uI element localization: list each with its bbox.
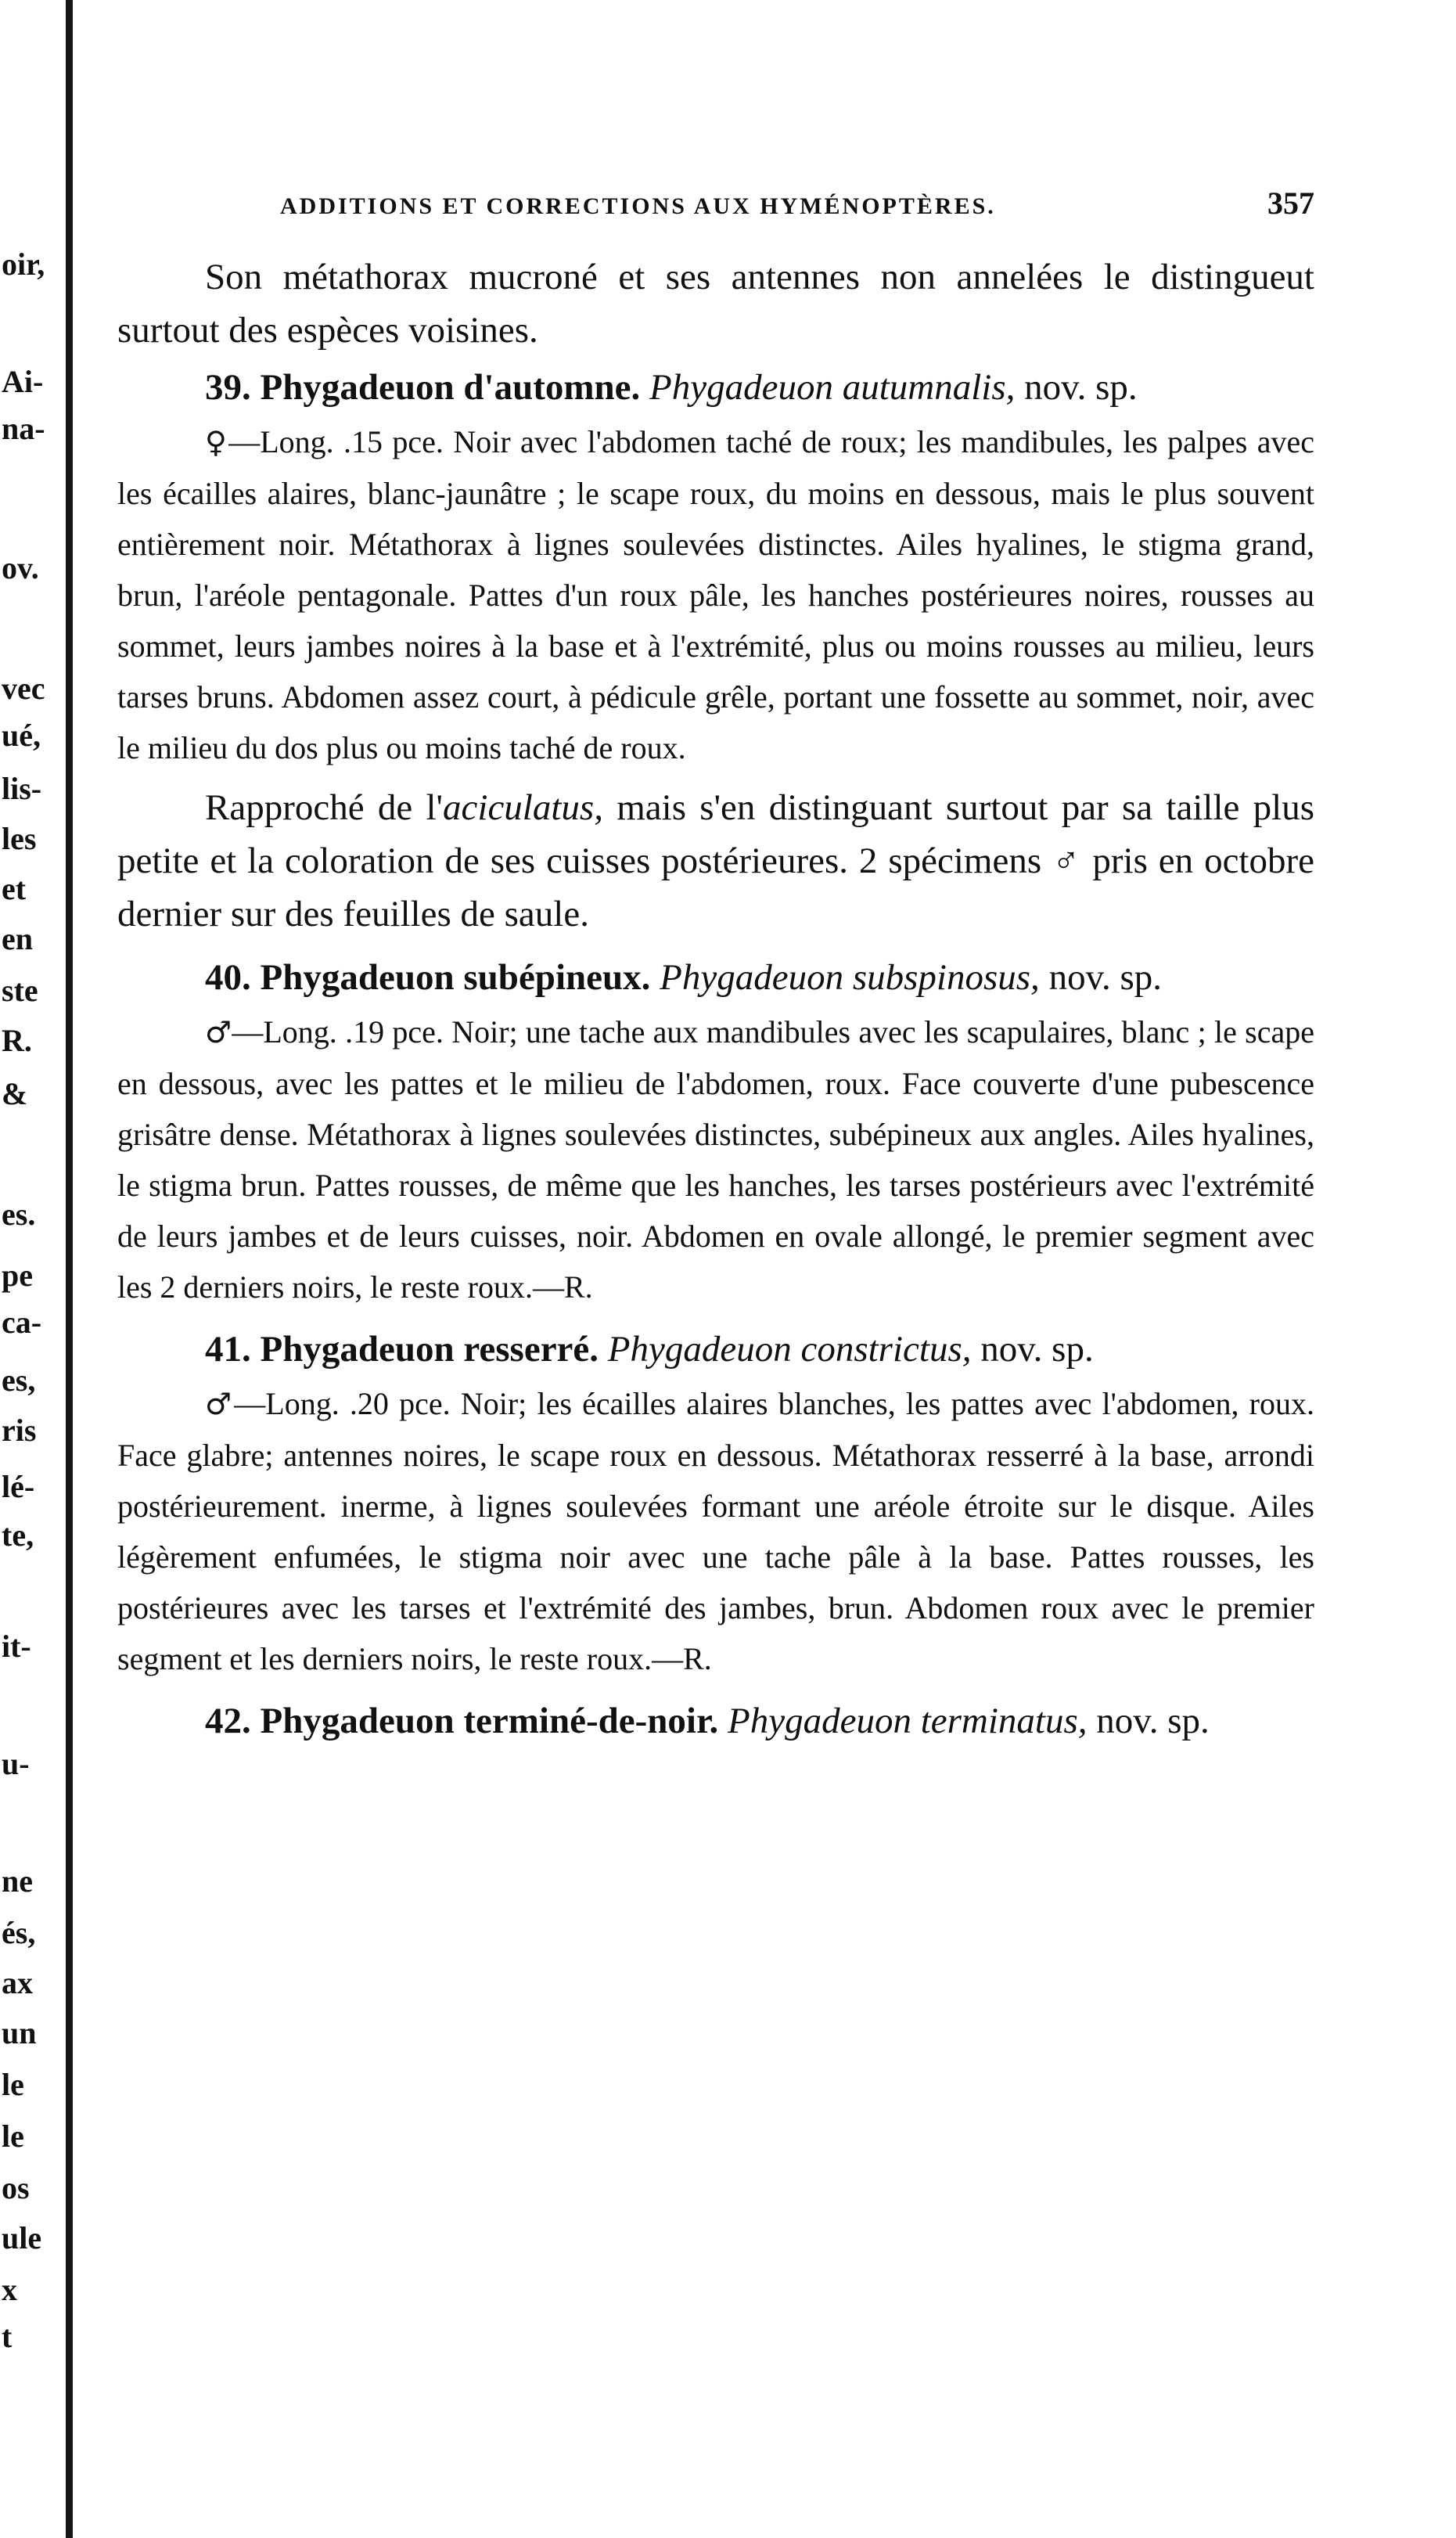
margin-fragment: lis- (2, 771, 42, 806)
nov-sp-suffix: nov. sp. (1048, 957, 1163, 998)
intro-paragraph: Son métathorax mucroné et ses antennes non annelées le distingueut surtout des espèces voisines. (117, 257, 1314, 351)
margin-fragment: les (2, 821, 37, 856)
margin-fragment: es. (2, 1197, 36, 1232)
species-heading-41 (117, 1323, 1314, 1375)
species-number: 41. (205, 1329, 251, 1370)
species-number: 40. (205, 957, 251, 998)
remark-text: mais s'en distinguant surtout par sa taille plus petite et la coloration de ses cuisses postérieures. 2 spécimens ♂ pris en octobre dernier sur des feuilles de saule. (117, 787, 1314, 934)
vernacular-name: Phygadeuon terminé-de-noir. (260, 1701, 719, 1741)
margin-fragment: pe (2, 1258, 33, 1293)
margin-fragment: et (2, 871, 27, 906)
margin-fragment: x (2, 2272, 17, 2307)
page-number: 357 (1267, 185, 1314, 221)
vernacular-name: Phygadeuon subépineux. (260, 957, 651, 998)
nov-sp-suffix: nov. sp. (1096, 1701, 1210, 1741)
species-number: 39. (205, 367, 251, 408)
margin-fragment: ax (2, 1965, 33, 2000)
species-description-39 (117, 416, 1314, 773)
description-text: —Long. .20 pce. Noir; les écailles alaires blanches, les pattes avec l'abdomen, roux. Face glabre; antennes noires, le scape roux en dessous. Métathorax resserré à la base, arrondi postérieurement. inerme, à lignes soulevées formant une aréole étroite sur le disque. Ailes légèrement enfumées, le stigma noir avec une tache pâle à la base. Pattes rousses, les postérieures avec les tarses et l'extrémité des jambes, brun. Abdomen roux avec le premier segment et les derniers noirs, le reste roux.—R. (117, 1386, 1314, 1676)
margin-fragment: Ai- (2, 364, 44, 399)
margin-fragment: ne (2, 1863, 33, 1899)
male-symbol-icon: ♂ (205, 1015, 232, 1049)
species-description-41 (117, 1378, 1314, 1684)
scientific-name: Phygadeuon subspinosus, (660, 957, 1040, 998)
description-text: —Long. .19 pce. Noir; une tache aux mandibules avec les scapulaires, blanc ; le scape en dessous, avec les pattes et le milieu de l'abdomen, roux. Face couverte d'une pubescence grisâtre dense. Métathorax à lignes soulevées distinctes, subépineux aux angles. Ailes hyalines, le stigma brun. Pattes rousses, de même que les hanches, les tarses postérieurs avec l'extrémité de leurs jambes et de leurs cuisses, noir. Abdomen en ovale allongé, le premier segment avec les 2 derniers noirs, le reste roux.—R. (117, 1014, 1314, 1305)
remark-text: Rapproché de l' (205, 787, 444, 828)
margin-fragment: & (2, 1076, 28, 1111)
margin-fragment: ca- (2, 1305, 42, 1340)
species-number: 42. (205, 1701, 251, 1741)
species-description-40 (117, 1006, 1314, 1312)
nov-sp-suffix: nov. sp. (1024, 367, 1138, 408)
vernacular-name: Phygadeuon d'automne. (260, 367, 641, 408)
margin-fragment: os (2, 2170, 30, 2205)
margin-fragment: en (2, 921, 33, 956)
species-heading-42 (117, 1695, 1314, 1747)
margin-fragment: un (2, 2015, 37, 2050)
running-head (117, 185, 1314, 232)
margin-fragment: oir, (2, 247, 45, 282)
scientific-name: Phygadeuon terminatus, (728, 1701, 1088, 1741)
margin-fragment: le (2, 2119, 24, 2154)
remark-italic-name: aciculatus, (443, 787, 603, 828)
margin-fragment: és, (2, 1915, 36, 1950)
scientific-name: Phygadeuon autumnalis, (649, 367, 1016, 408)
margin-fragment: it- (2, 1629, 31, 1664)
scientific-name: Phygadeuon constrictus, (607, 1329, 972, 1370)
adjacent-page-margin (0, 0, 63, 2538)
margin-fragment: ule (2, 2220, 42, 2255)
species-heading-40 (117, 952, 1314, 1003)
margin-fragment: te, (2, 1517, 34, 1553)
margin-fragment: ov. (2, 550, 39, 585)
margin-fragment: na- (2, 411, 45, 446)
description-text: —Long. .15 pce. Noir avec l'abdomen taché de roux; les mandibules, les palpes avec les écailles alaires, blanc-jaunâtre ; le scape roux, du moins en dessous, mais le plus souvent entièrement noir. Métathorax à lignes soulevées distinctes. Ailes hyalines, le stigma grand, brun, l'aréole pentagonale. Pattes d'un roux pâle, les hanches postérieures noires, rousses au sommet, leurs jambes noires à la base et à l'extrémité, plus ou moins rousses au milieu, leurs tarses bruns. Abdomen assez court, à pédicule grêle, portant une fossette au sommet, noir, avec le milieu du dos plus ou moins taché de roux. (117, 424, 1314, 765)
margin-fragment: ris (2, 1413, 37, 1448)
margin-fragment: es, (2, 1363, 36, 1398)
page-body (117, 185, 1314, 1750)
female-symbol-icon: ♀ (205, 425, 229, 459)
margin-fragment: vec (2, 671, 45, 706)
margin-fragment: t (2, 2319, 13, 2354)
vernacular-name: Phygadeuon resserré. (260, 1329, 599, 1370)
margin-fragment: lé- (2, 1469, 35, 1504)
margin-fragment: ué, (2, 718, 41, 753)
male-symbol-icon: ♂ (205, 1387, 235, 1421)
running-head-title: ADDITIONS ET CORRECTIONS AUX HYMÉNOPTÈRES. (280, 193, 996, 219)
species-heading-39 (117, 362, 1314, 413)
margin-fragment: u- (2, 1746, 30, 1781)
binding-gutter-line (66, 0, 73, 2538)
margin-fragment: ste (2, 973, 38, 1008)
species-remark-39 (117, 781, 1314, 941)
nov-sp-suffix: nov. sp. (980, 1329, 1094, 1370)
margin-fragment: le (2, 2067, 24, 2102)
margin-fragment: R. (2, 1023, 32, 1058)
